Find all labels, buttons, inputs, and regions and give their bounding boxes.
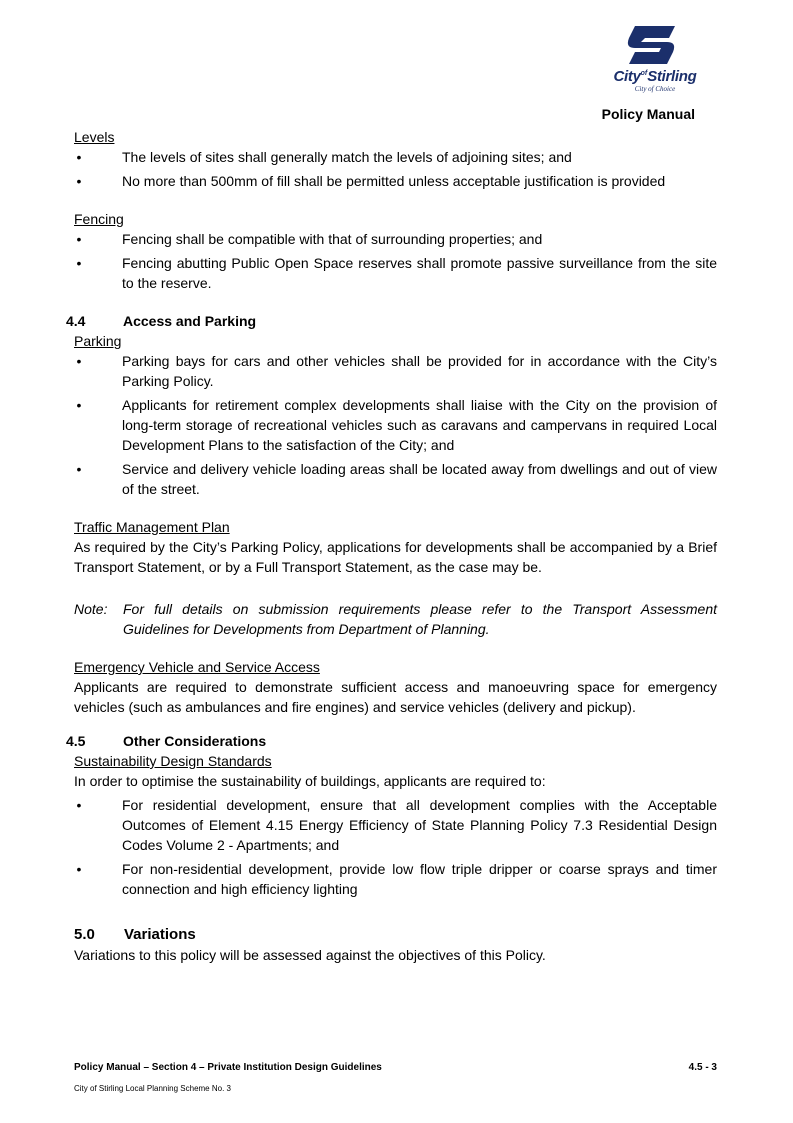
page-footer — [74, 1062, 717, 1073]
levels-heading: Levels — [74, 129, 115, 145]
manual-title: Policy Manual — [601, 106, 695, 122]
fencing-list — [74, 229, 717, 293]
list-item: • No more than 500mm of fill shall be permitted unless acceptable justification is provided — [74, 171, 717, 191]
list-item: • Service and delivery vehicle loading areas shall be located away from dwellings and out of view of the street. — [74, 459, 717, 499]
list-item: • For non-residential development, provide low flow triple dripper or coarse sprays and timer connection and high efficiency lighting — [74, 859, 717, 899]
page-number: 4.5 - 3 — [688, 1062, 717, 1073]
city-of-stirling-logo — [605, 22, 705, 94]
logo-tagline: City of Choice — [634, 85, 676, 93]
list-item: • Applicants for retirement complex developments shall liaise with the City on the provision of long-term storage of recreational vehicles such as caravans and campervans in required Local Development Plans to the satisfaction of the City; and — [74, 395, 717, 455]
sustainability-heading: Sustainability Design Standards — [74, 753, 272, 769]
sustainability-intro: In order to optimise the sustainability of buildings, applicants are required to: — [74, 773, 546, 789]
footer-scheme: City of Stirling Local Planning Scheme No. 3 — [74, 1084, 231, 1093]
emergency-paragraph: Applicants are required to demonstrate sufficient access and manoeuvring space for emergency vehicles (such as ambulances and fire engines) and service vehicles (delivery and pickup). — [74, 679, 717, 715]
parking-list — [74, 351, 717, 499]
stirling-s-icon — [605, 22, 705, 68]
list-item: • For residential development, ensure that all development complies with the Acceptable Outcomes of Element 4.15 Energy Efficiency of State Planning Policy 7.3 Residential Design Codes Volume 2 - Apartments; and — [74, 795, 717, 855]
section-heading-4-4: 4.4 Access and Parking — [66, 313, 257, 329]
list-item: • Parking bays for cars and other vehicles shall be provided for in accordance with the City’s Parking Policy. — [74, 351, 717, 391]
document-body — [66, 127, 717, 965]
list-item: • Fencing abutting Public Open Space reserves shall promote passive surveillance from the site to the reserve. — [74, 253, 717, 293]
logo-wordmark: City$^{of}$Stirling — [613, 68, 697, 85]
parking-heading: Parking — [74, 333, 122, 349]
list-item: • Fencing shall be compatible with that of surrounding properties; and — [74, 229, 717, 249]
list-item: • The levels of sites shall generally match the levels of adjoining sites; and — [74, 147, 717, 167]
note-text: For full details on submission requirements please refer to the Transport Assessment Guidelines for Developments from Department of Planning. — [123, 601, 717, 637]
section-heading-4-5: 4.5 Other Considerations — [66, 733, 267, 749]
sustainability-list — [74, 795, 717, 899]
footer-title: Policy Manual – Section 4 – Private Institution Design Guidelines — [74, 1062, 382, 1073]
traffic-paragraph: As required by the City’s Parking Policy, applications for developments shall be accompanied by a Brief Transport Statement, or by a Full Transport Statement, as the case may be. — [74, 539, 717, 575]
note-block — [74, 599, 717, 639]
variations-paragraph: Variations to this policy will be assessed against the objectives of this Policy. — [74, 947, 546, 963]
levels-list — [74, 147, 717, 191]
traffic-heading: Traffic Management Plan — [74, 519, 230, 535]
fencing-heading: Fencing — [74, 211, 124, 227]
emergency-heading: Emergency Vehicle and Service Access — [74, 659, 320, 675]
note-label: Note: — [74, 601, 108, 617]
section-heading-5-0: 5.0 Variations — [74, 926, 196, 943]
